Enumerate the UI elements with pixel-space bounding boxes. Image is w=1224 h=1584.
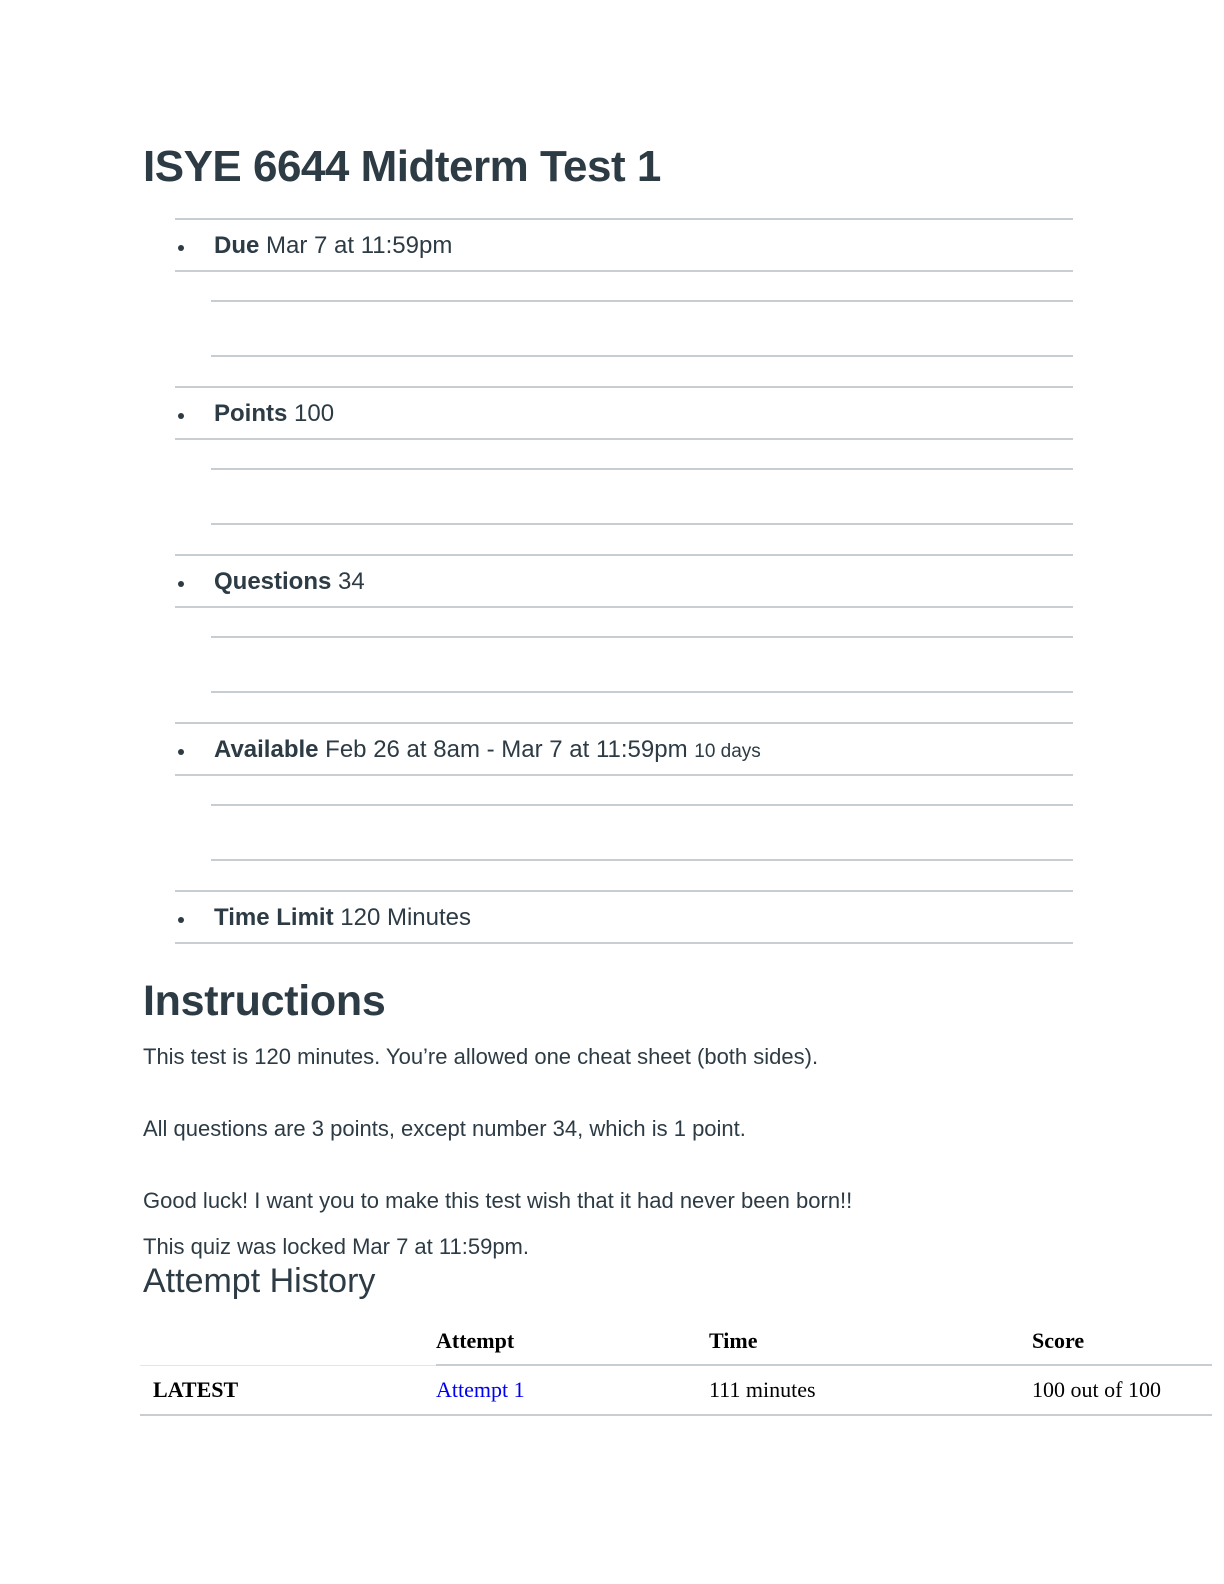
bullet-icon (178, 245, 184, 251)
detail-value: 34 (338, 568, 365, 595)
locked-notice: This quiz was locked Mar 7 at 11:59pm. (143, 1234, 529, 1259)
bullet-icon (178, 413, 184, 419)
column-header-attempt: Attempt (436, 1318, 709, 1365)
detail-due (175, 218, 1073, 272)
detail-spacer (175, 608, 1073, 722)
attempt-link[interactable]: Attempt 1 (436, 1377, 525, 1402)
detail-spacer (175, 272, 1073, 386)
bullet-icon (178, 749, 184, 755)
instructions-paragraph: All questions are 3 points, except number 34, which is 1 point. (143, 1116, 746, 1141)
page-title: ISYE 6644 Midterm Test 1 (143, 142, 661, 191)
bullet-icon (178, 917, 184, 923)
attempt-history-heading: Attempt History (143, 1262, 376, 1300)
attempt-time: 111 minutes (709, 1365, 1032, 1415)
column-header (140, 1318, 436, 1365)
bullet-icon (178, 581, 184, 587)
detail-label: Points (214, 400, 288, 427)
detail-value: 100 (294, 400, 335, 427)
detail-label: Available (214, 736, 319, 763)
detail-value: Mar 7 at 11:59pm (266, 232, 453, 259)
detail-label: Questions (214, 568, 332, 595)
instructions-paragraph: Good luck! I want you to make this test wish that it had never been born!! (143, 1188, 853, 1213)
column-header-score: Score (1032, 1318, 1212, 1365)
detail-value: Feb 26 at 8am - Mar 7 at 11:59pm (325, 736, 688, 763)
detail-label: Due (214, 232, 260, 259)
table-row (140, 1365, 1212, 1415)
detail-spacer (175, 776, 1073, 890)
instructions-paragraph: This test is 120 minutes. You’re allowed one cheat sheet (both sides). (143, 1044, 819, 1069)
detail-points (175, 386, 1073, 440)
detail-label: Time Limit (214, 904, 334, 931)
detail-value: 120 Minutes (340, 904, 471, 931)
attempt-history-table (140, 1318, 1212, 1416)
table-header-row (140, 1318, 1212, 1365)
quiz-details-list (175, 218, 1073, 944)
attempt-score: 100 out of 100 (1032, 1365, 1212, 1415)
detail-available (175, 722, 1073, 776)
latest-tag: LATEST (140, 1365, 436, 1415)
detail-questions (175, 554, 1073, 608)
column-header-time: Time (709, 1318, 1032, 1365)
detail-spacer (175, 440, 1073, 554)
detail-duration: 10 days (694, 741, 761, 762)
instructions-heading: Instructions (143, 977, 386, 1025)
detail-time-limit (175, 890, 1073, 944)
